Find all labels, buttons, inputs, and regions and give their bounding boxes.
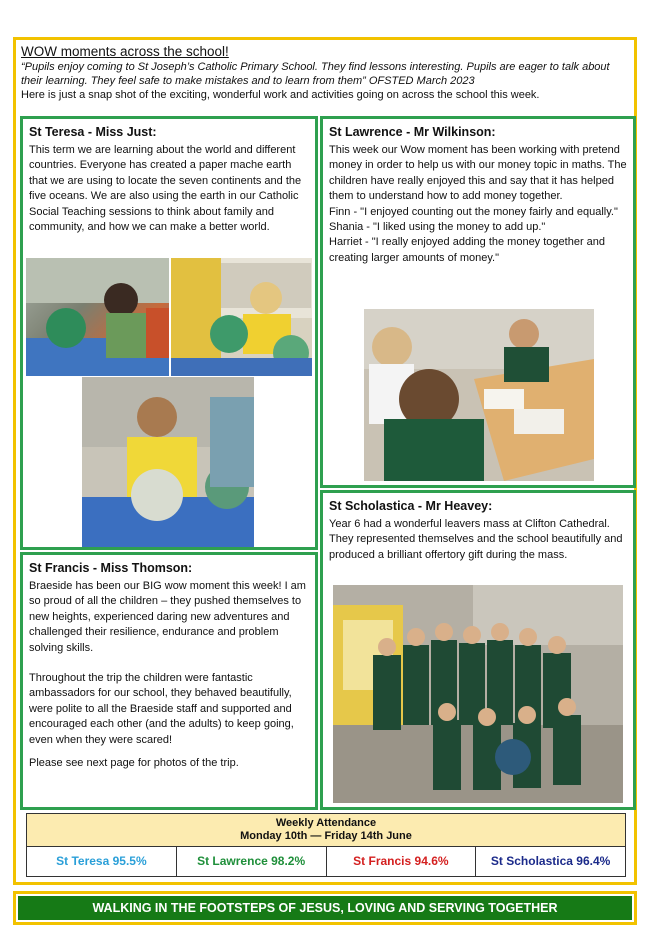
- attendance-st-teresa: St Teresa 95.5%: [27, 847, 177, 876]
- photo-girl-with-globe: [82, 377, 254, 547]
- photo-girl-painting-globe: [26, 258, 169, 376]
- section-body-2: Throughout the trip the children were fantastic ambassadors for our school, they behaved beautifully, were polite to all the Braeside staff and supported and encouraged each other (and the adults) to keep going, even when they were scared!: [29, 672, 294, 746]
- weekly-attendance-table: [26, 813, 626, 877]
- attendance-st-lawrence: St Lawrence 98.2%: [177, 847, 327, 876]
- pupil-quote-harriet: Harriet - "I really enjoyed adding the money together and creating larger amounts of money.": [329, 236, 606, 264]
- section-body: This week our Wow moment has been working with pretend money in order to help us with our money topic in maths. The children have really enjoyed this and say that it has helped them to understand how to add money together.: [329, 144, 627, 203]
- attendance-title: Weekly Attendance: [275, 817, 377, 829]
- footer-banner: [13, 891, 637, 925]
- section-heading: St Lawrence - Mr Wilkinson:: [329, 125, 496, 139]
- intro-note: Here is just a snap shot of the exciting, wonderful work and activities going on across the school this week.: [21, 89, 540, 101]
- section-heading: St Scholastica - Mr Heavey:: [329, 499, 493, 513]
- attendance-row: [27, 847, 625, 876]
- section-st-scholastica: [320, 490, 636, 810]
- newsletter-frame: [13, 37, 637, 885]
- section-body: This term we are learning about the world and different countries. Everyone has created a paper mache earth that we are using to locate the seven continents and the five oceans. We are also using the earth in our Catholic Social Teaching sessions to think about family and community, and how we can make a better world.: [29, 144, 302, 234]
- pupil-quote-shania: Shania - "I liked using the money to add up.": [329, 221, 546, 234]
- photo-leavers-mass-group: [333, 585, 623, 803]
- section-st-teresa: [20, 116, 318, 550]
- section-heading: St Francis - Miss Thomson:: [29, 561, 193, 575]
- attendance-st-francis: St Francis 94.6%: [327, 847, 477, 876]
- section-body-1: Braeside has been our BIG wow moment this week! I am so proud of all the children – they pushed themselves to new heights, experienced daring new adventures and challenged their resilience, endurance and problem solving skills.: [29, 580, 306, 654]
- section-body-3: Please see next page for photos of the trip.: [29, 757, 239, 770]
- attendance-header: [27, 814, 625, 847]
- section-body: Year 6 had a wonderful leavers mass at Clifton Cathedral. They represented themselves and the school beautifully and produced a brilliant offertory gift during the mass.: [329, 518, 623, 561]
- attendance-st-scholastica: St Scholastica 96.4%: [490, 854, 611, 868]
- section-st-lawrence: [320, 116, 636, 488]
- header: [21, 43, 633, 102]
- attendance-dates: Monday 10th — Friday 14th June: [240, 830, 412, 842]
- school-motto: WALKING IN THE FOOTSTEPS OF JESUS, LOVING AND SERVING TOGETHER: [18, 896, 632, 920]
- ofsted-quote: “Pupils enjoy coming to St Joseph’s Catholic Primary School. They find lessons interesting. Pupils are eager to talk about their learning. They feel safe to make mistakes and to learn from them” OFSTED March 2023: [21, 61, 610, 87]
- photo-money-maths: [364, 309, 594, 481]
- section-heading: St Teresa - Miss Just:: [29, 125, 157, 139]
- section-st-francis: [20, 552, 318, 810]
- pupil-quote-finn: Finn - "I enjoyed counting out the money fairly and equally.": [329, 205, 618, 218]
- photo-boy-with-globe: [171, 258, 312, 376]
- page-title: WOW moments across the school!: [21, 44, 229, 59]
